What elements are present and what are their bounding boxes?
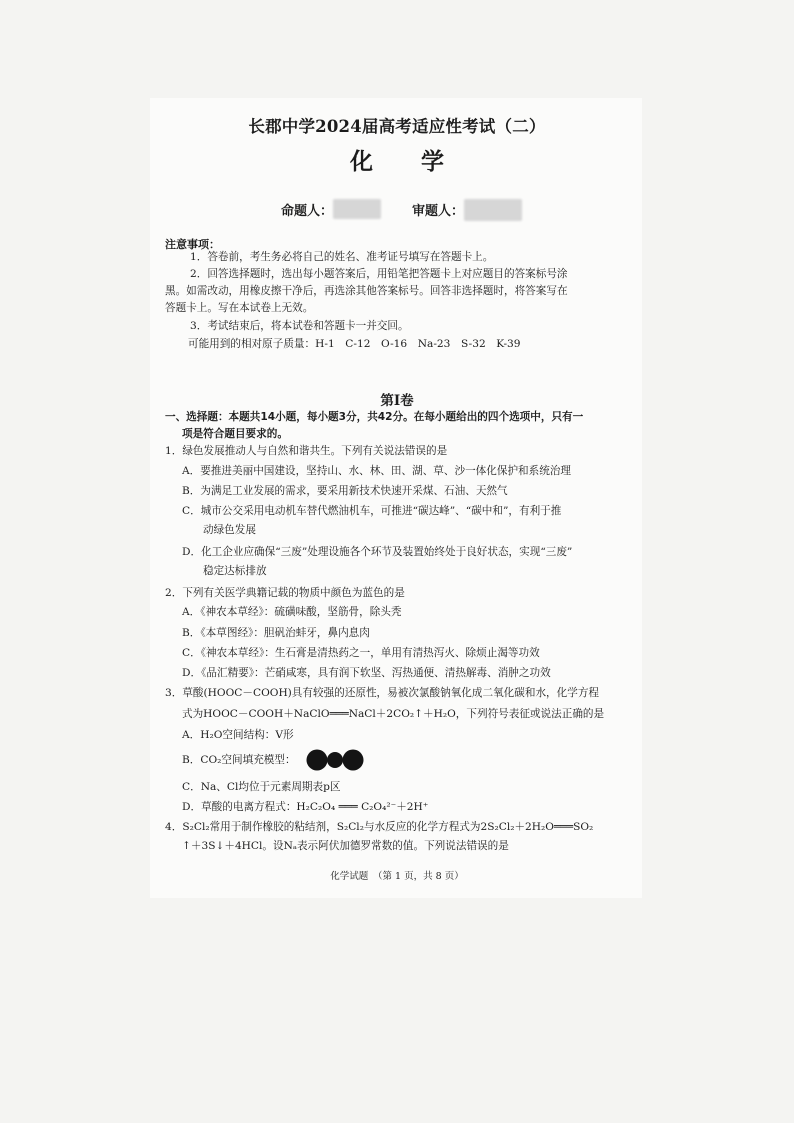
q4-stem-line-2: ↑＋3S↓＋4HCl。设Nₐ表示阿伏加德罗常数的值。下列说法错误的是	[182, 840, 509, 852]
q2-option-b: B．《本草图经》：胆矾治蚌牙，鼻内息肉	[182, 627, 370, 639]
subject-title: 化 学	[349, 148, 464, 175]
q3-stem-line-2: 式为HOOC－COOH＋NaClO═══NaCl＋2CO₂↑＋H₂O，下列符号表征或说法正确的是	[182, 708, 605, 720]
q4-stem-line-1: 4．S₂Cl₂常用于制作橡胶的粘结剂，S₂Cl₂与水反应的化学方程式为2S₂Cl₂＋2H₂O═══SO₂	[165, 821, 594, 833]
notice-item-2-line-3: 答题卡上。写在本试卷上无效。	[165, 302, 314, 314]
setter-label: 命题人：	[281, 204, 334, 219]
q1-option-a: A．要推进美丽中国建设，坚持山、水、林、田、湖、草、沙一体化保护和系统治理	[182, 465, 572, 477]
section-instruction-line-2: 项是符合题目要求的。	[182, 428, 288, 440]
q2-option-c: C．《神农本草经》：生石膏是清热药之一，单用有清热泻火、除烦止渴等功效	[182, 647, 540, 659]
part-title: 第Ⅰ卷	[380, 393, 414, 409]
q2-stem: 2．下列有关医学典籍记载的物质中颜色为蓝色的是	[165, 587, 405, 599]
q2-option-a: A．《神农本草经》：硫磺味酸，坚筋骨，除头秃	[182, 606, 402, 618]
q1-stem: 1．绿色发展推动人与自然和谐共生。下列有关说法错误的是	[165, 445, 448, 457]
q2-option-d: D．《品汇精要》：芒硝咸寒，具有润下软坚、泻热通便、清热解毒、消肿之功效	[182, 667, 551, 679]
notice-item-2-line-2: 黑。如需改动，用橡皮擦干净后，再选涂其他答案标号。回答非选择题时，将答案写在	[165, 285, 568, 297]
section-instruction-line-1: 一、选择题：本题共14小题，每小题3分，共42分。在每小题给出的四个选项中，只有一	[165, 411, 584, 423]
notice-heading: 注意事项：	[165, 238, 220, 251]
q3-option-c: C．Na、Cl均位于元素周期表p区	[182, 781, 341, 793]
notice-item-3: 3．考试结束后，将本试卷和答题卡一并交回。	[190, 320, 409, 332]
q3-option-a: A．H₂O空间结构：V形	[182, 729, 294, 741]
atomic-masses: 可能用到的相对原子质量：H-1 C-12 O-16 Na-23 S-32 K-39	[188, 338, 521, 350]
reviewer-name-redacted	[464, 199, 522, 221]
q1-option-c-line-1: C．城市公交采用电动机车替代燃油机车，可推进“碳达峰”、“碳中和”，有利于推	[182, 505, 562, 517]
q1-option-d-line-1: D．化工企业应确保“三废”处理设施各个环节及装置始终处于良好状态，实现“三废”	[182, 546, 573, 558]
notice-item-1: 1．答卷前，考生务必将自己的姓名、准考证号填写在答题卡上。	[190, 251, 494, 263]
setter-name-redacted	[333, 199, 381, 219]
q1-option-b: B．为满足工业发展的需求，要采用新技术快速开采煤、石油、天然气	[182, 485, 508, 497]
page-footer: 化学试题 （第 1 页，共 8 页）	[330, 871, 464, 882]
exam-title: 长郡中学2024届高考适应性考试（二）	[248, 117, 546, 136]
q3-option-b: B．CO₂空间填充模型：	[182, 754, 296, 766]
notice-item-2-line-1: 2．回答选择题时，选出每小题答案后，用铅笔把答题卡上对应题目的答案标号涂	[190, 268, 568, 280]
q1-option-d-line-2: 稳定达标排放	[203, 565, 267, 577]
co2-space-filling-model-icon	[306, 749, 364, 771]
q1-option-c-line-2: 动绿色发展	[203, 524, 256, 536]
q3-option-d: D．草酸的电离方程式：H₂C₂O₄ ═══ C₂O₄²⁻＋2H⁺	[182, 801, 429, 813]
q3-stem-line-1: 3．草酸(HOOC－COOH)具有较强的还原性，易被次氯酸钠氧化成二氧化碳和水，化学方程	[165, 687, 600, 699]
reviewer-label: 审题人：	[412, 204, 465, 219]
